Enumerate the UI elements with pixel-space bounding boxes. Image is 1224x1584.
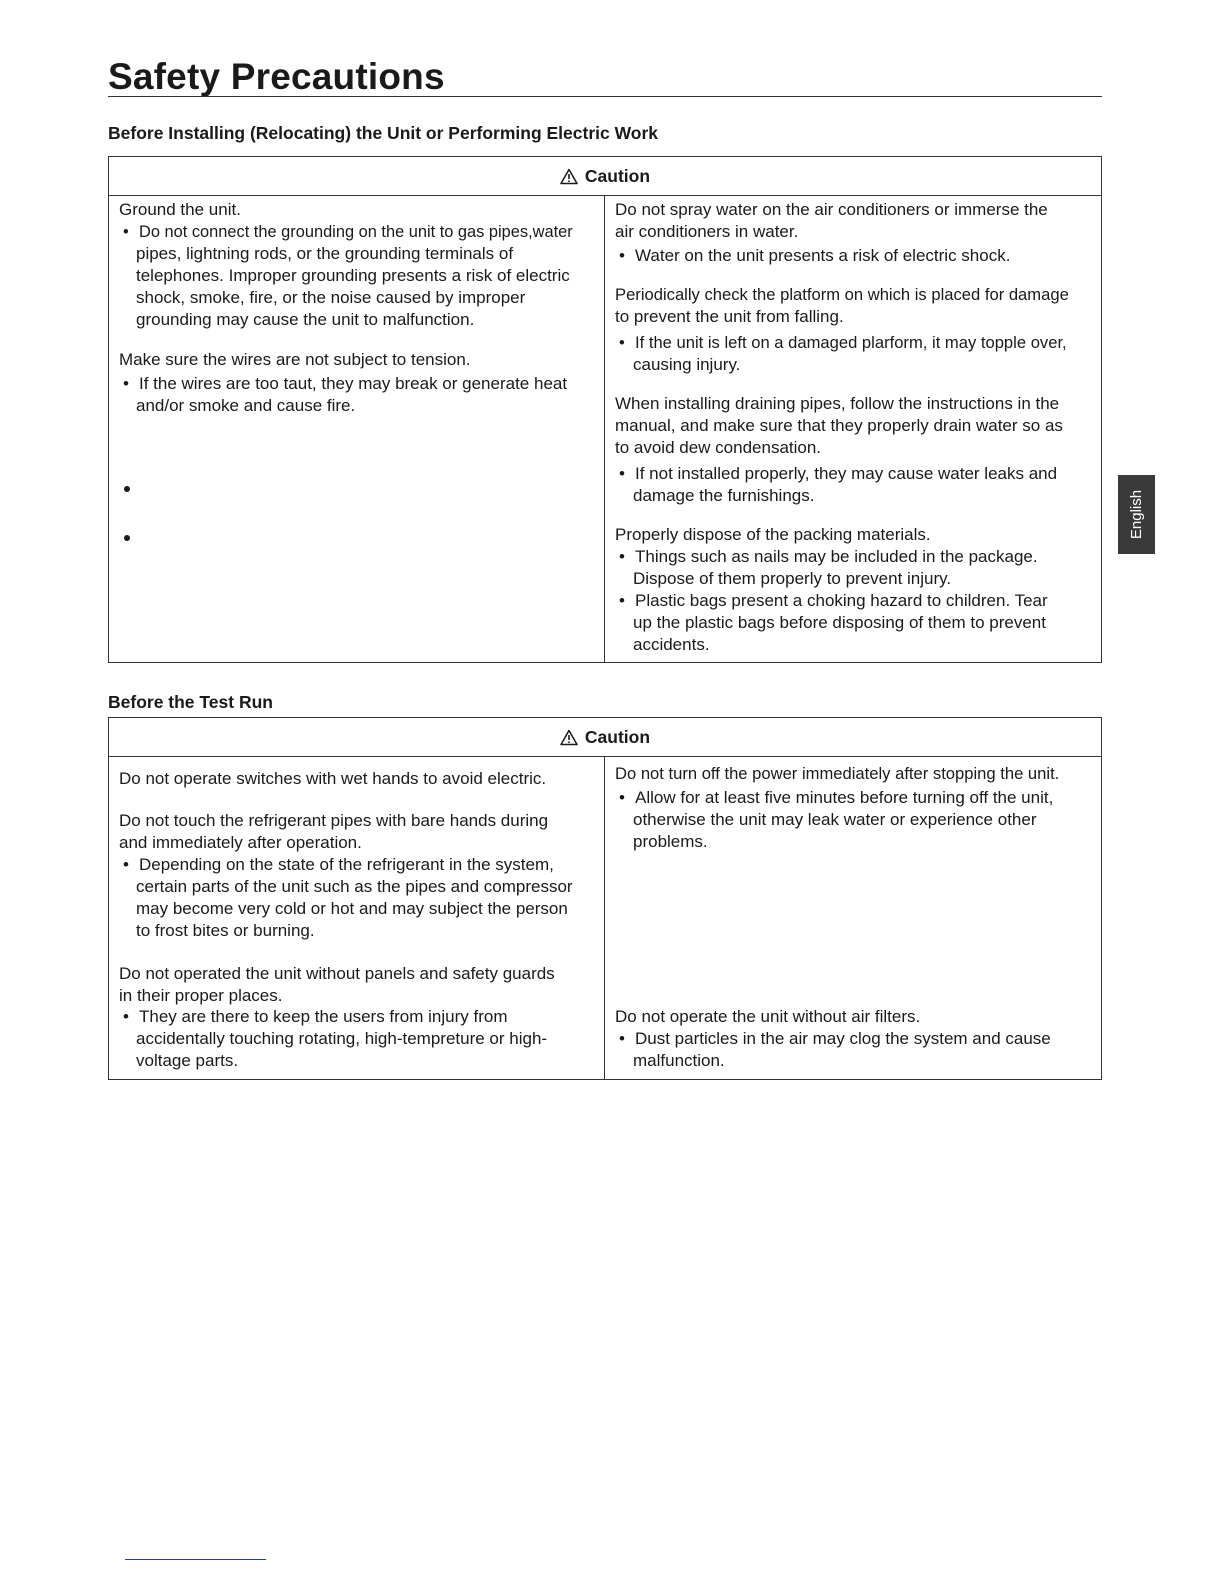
caution-header: [109, 718, 1101, 757]
caution-bullet: • If the wires are too taut, they may break or generate heat: [123, 374, 568, 393]
section-heading-test-run: Before the Test Run: [108, 692, 273, 712]
title-underline: [108, 96, 1102, 97]
caution-bullet-cont: and/or smoke and cause fire.: [136, 396, 356, 415]
caution-bullet-cont: to frost bites or burning.: [136, 921, 315, 940]
caution-bullet: • Depending on the state of the refrigerant in the system,: [123, 855, 554, 874]
caution-bullet: • Do not connect the grounding on the unit to gas pipes,water: [123, 223, 573, 241]
caution-bullet: • Water on the unit presents a risk of electric shock.: [619, 246, 1011, 265]
caution-bullet: • Plastic bags present a choking hazard to children. Tear: [619, 591, 1048, 610]
caution-item-title: Make sure the wires are not subject to tension.: [119, 350, 471, 369]
caution-bullet: • Dust particles in the air may clog the system and cause: [619, 1029, 1051, 1048]
caution-bullet-cont: up the plastic bags before disposing of them to prevent: [633, 613, 1046, 632]
warning-triangle-icon: [560, 168, 578, 185]
caution-bullet: • Things such as nails may be included in the package.: [619, 547, 1038, 566]
caution-bullet-cont: otherwise the unit may leak water or experience other: [633, 810, 1037, 829]
caution-item-title: Do not touch the refrigerant pipes with bare hands during: [119, 811, 549, 830]
caution-bullet: • If the unit is left on a damaged plarform, it may topple over,: [619, 333, 1067, 352]
caution-bullet-cont: damage the furnishings.: [633, 486, 815, 505]
caution-bullet-cont: voltage parts.: [136, 1051, 239, 1070]
caution-item-title: Do not operate switches with wet hands to avoid electric.: [119, 769, 547, 788]
bullet-dot: [124, 486, 130, 492]
caution-item-title-cont: air conditioners in water.: [615, 222, 799, 241]
caution-item-title: Do not operated the unit without panels and safety guards: [119, 964, 555, 983]
caution-bullet: • If not installed properly, they may cause water leaks and: [619, 464, 1058, 483]
caution-bullet: • Allow for at least five minutes before turning off the unit,: [619, 788, 1054, 807]
caution-bullet-cont: causing injury.: [633, 355, 741, 374]
caution-item-title: Ground the unit.: [119, 200, 241, 219]
caution-bullet-cont: Dispose of them properly to prevent injury.: [633, 569, 952, 588]
warning-triangle-icon: [560, 729, 578, 746]
caution-bullet-cont: certain parts of the unit such as the pipes and compressor: [136, 877, 573, 896]
caution-bullet-cont: grounding may cause the unit to malfunction.: [136, 310, 475, 329]
caution-item-title-cont: to avoid dew condensation.: [615, 438, 822, 457]
section-heading-installing: Before Installing (Relocating) the Unit or Performing Electric Work: [108, 123, 659, 143]
language-tab-label: English: [1128, 489, 1146, 540]
caution-label: Caution: [584, 726, 651, 747]
caution-label: Caution: [584, 165, 651, 186]
caution-bullet: • They are there to keep the users from injury from: [123, 1007, 508, 1026]
caution-bullet-cont: shock, smoke, fire, or the noise caused by improper: [136, 288, 526, 307]
caution-item-title-cont: in their proper places.: [119, 986, 283, 1005]
caution-header: [109, 157, 1101, 196]
caution-bullet-cont: telephones. Improper grounding presents a risk of electric: [136, 266, 570, 285]
caution-bullet-cont: problems.: [633, 832, 708, 851]
caution-column-right: [605, 196, 1101, 662]
caution-column-left: [109, 196, 605, 662]
caution-item-title: Do not turn off the power immediately after stopping the unit.: [615, 764, 1060, 783]
caution-item-title-cont: to prevent the unit from falling.: [615, 307, 844, 326]
caution-item-title: Properly dispose of the packing materials.: [615, 525, 931, 544]
caution-bullet-cont: accidentally touching rotating, high-tempreture or high-: [136, 1029, 548, 1048]
caution-item-title-cont: and immediately after operation.: [119, 833, 362, 852]
caution-item-title: Do not spray water on the air conditioners or immerse the: [615, 200, 1048, 219]
caution-table-test-run: [108, 717, 1102, 1080]
caution-column-right: [605, 757, 1101, 1079]
caution-item-title: Do not operate the unit without air filters.: [615, 1007, 921, 1026]
footer-divider: [125, 1559, 266, 1560]
caution-bullet-cont: pipes, lightning rods, or the grounding terminals of: [136, 244, 514, 263]
caution-bullet-cont: accidents.: [633, 635, 710, 654]
caution-column-left: [109, 757, 605, 1079]
caution-item-title-cont: manual, and make sure that they properly drain water so as: [615, 416, 1063, 435]
caution-bullet-cont: malfunction.: [633, 1051, 725, 1070]
page-title: Safety Precautions: [108, 56, 445, 97]
caution-table-installing: [108, 156, 1102, 663]
caution-bullet-cont: may become very cold or hot and may subject the person: [136, 899, 568, 918]
caution-item-title: When installing draining pipes, follow the instructions in the: [615, 394, 1060, 413]
caution-item-title: Periodically check the platform on which is placed for damage: [615, 285, 1069, 304]
bullet-dot: [124, 535, 130, 541]
language-tab[interactable]: [1118, 475, 1155, 554]
